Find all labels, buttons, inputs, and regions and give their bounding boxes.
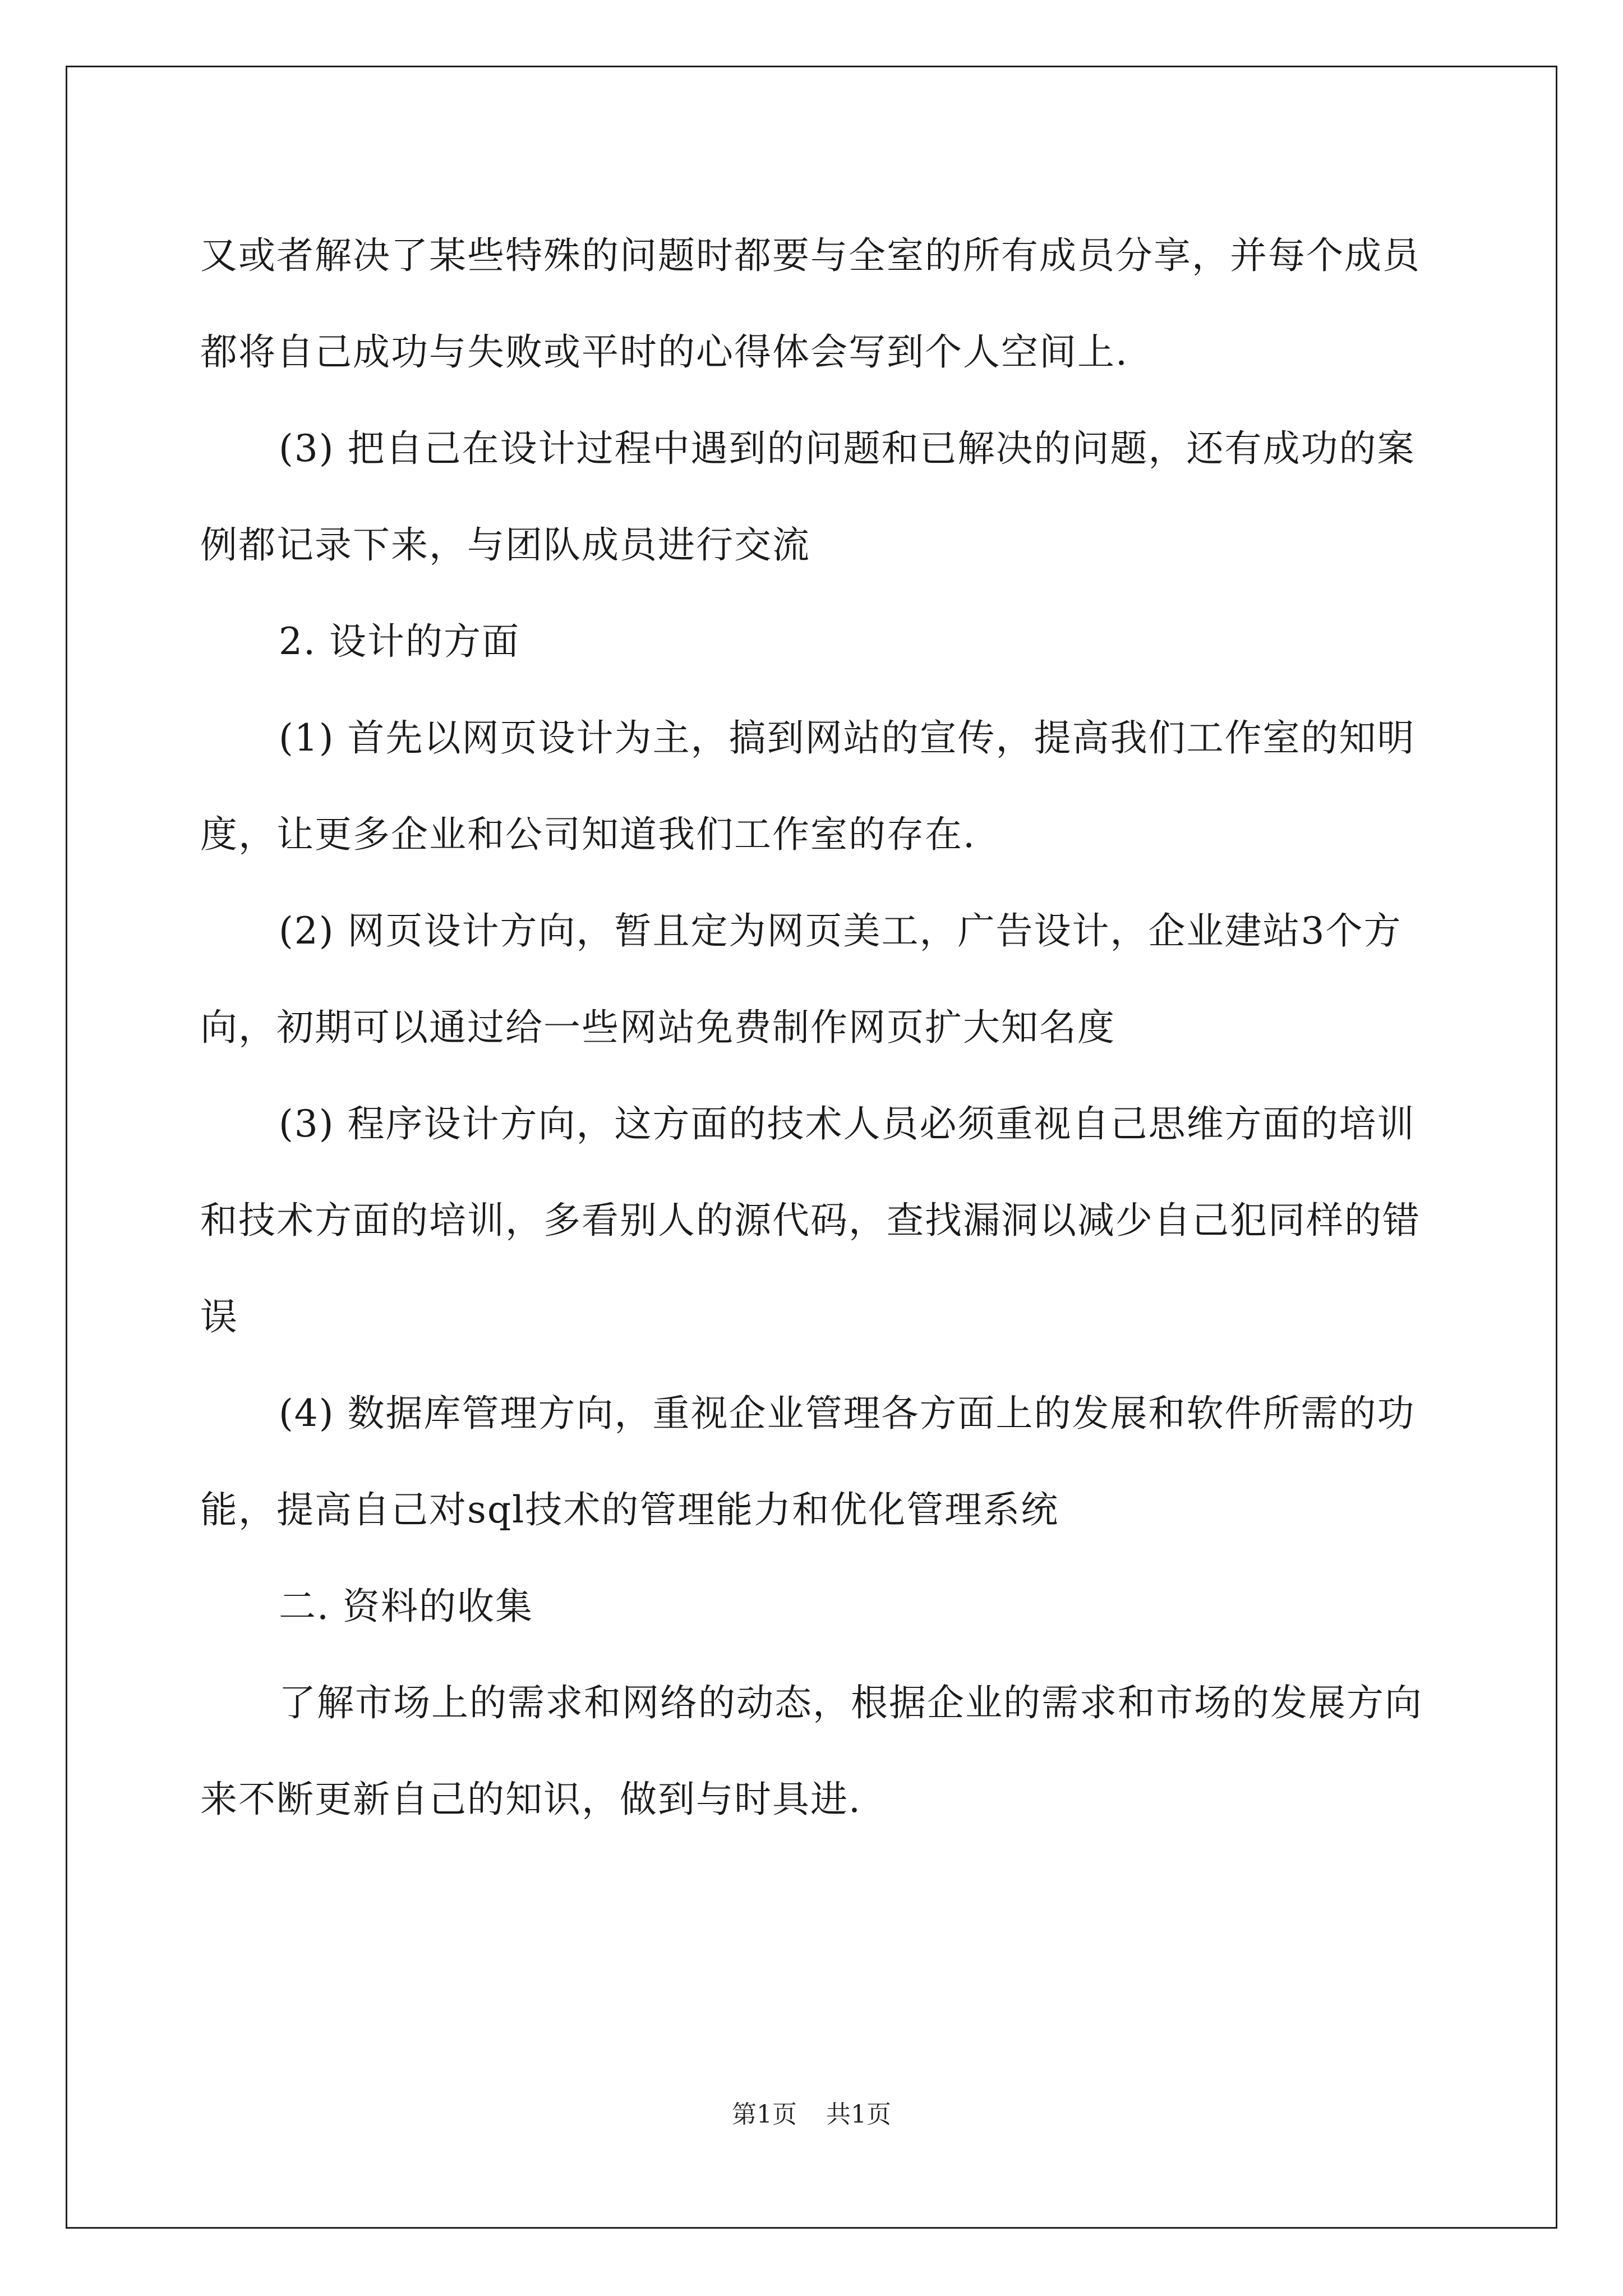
paragraph: (2) 网页设计方向，暂且定为网页美工，广告设计，企业建站3个方向，初期可以通过给一些网站免费制作网页扩大知名度 [200,909,1402,1049]
paragraph: 又或者解决了某些特殊的问题时都要与全室的所有成员分享，并每个成员都将自己成功与失败或平时的心得体会写到个人空间上. [200,234,1421,374]
section-heading: 二. 资料的收集 [279,1585,533,1628]
paragraph: (3) 程序设计方向，这方面的技术人员必须重视自己思维方面的培训和技术方面的培训，多看别人的源代码，查找漏洞以减少自己犯同样的错误 [200,1102,1421,1338]
document-body [200,208,1423,1848]
page-number-total: 共1页 [826,2100,891,2129]
paragraph: (4) 数据库管理方向，重视企业管理各方面上的发展和软件所需的功能，提高自己对sql技术的管理能力和优化管理系统 [200,1392,1415,1531]
paragraph: (3) 把自己在设计过程中遇到的问题和已解决的问题，还有成功的案例都记录下来，与团队成员进行交流 [200,427,1415,567]
paragraph: (1) 首先以网页设计为主，搞到网站的宣传，提高我们工作室的知明度，让更多企业和公司知道我们工作室的存在. [200,716,1415,856]
section-heading: 2. 设计的方面 [279,620,520,663]
page-footer [0,2094,1623,2130]
paragraph: 了解市场上的需求和网络的动态，根据企业的需求和市场的发展方向来不断更新自己的知识，做到与时具进. [200,1681,1423,1821]
page-number-current: 第1页 [732,2100,797,2129]
